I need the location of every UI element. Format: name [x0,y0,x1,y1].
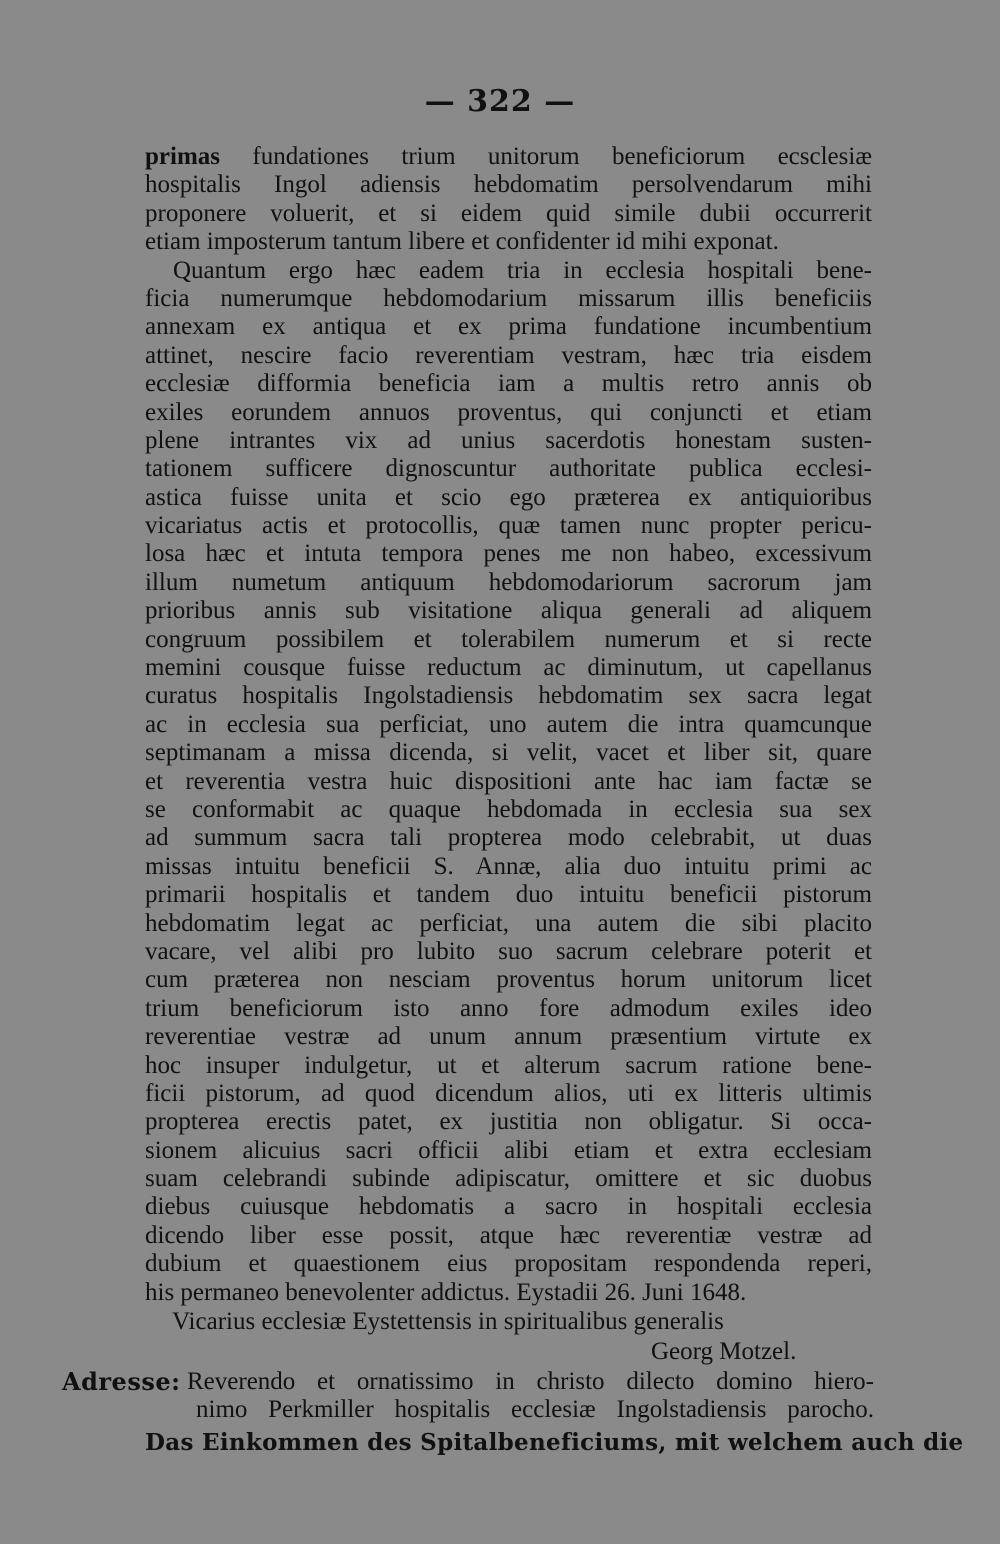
text-line: congruum possibilem et tolerabilem numerum et si recte [145,625,872,653]
text-line: attinet, nescire facio reverentiam vestram, hæc tria eisdem [145,341,872,369]
text-line: primas fundationes trium unitorum beneficiorum ecsclesiæ [145,143,872,170]
text-line: suam celebrandi subinde adipiscatur, omittere et sic duobus [145,1165,872,1193]
text-line: proponere voluerit, et si eidem quid simile dubii occurrerit [145,199,872,227]
text-line: primarii hospitalis et tandem duo intuitu beneficii pistorum [145,881,872,909]
text-line: Quantum ergo hæc eadem tria in ecclesia hospitali bene- [173,256,872,284]
text-line: diebus cuiusque hebdomatis a sacro in hospitali ecclesia [145,1193,872,1221]
text-line: ficia numerumque hebdomodarium missarum illis beneficiis [145,284,872,312]
page-number: — 322 — [424,84,576,119]
text-line: dicendo liber esse possit, atque hæc reverentiæ vestræ ad [145,1221,872,1249]
text-line: tationem sufficere dignoscuntur authoritate publica ecclesi- [145,455,872,483]
footer-heading-line: Das Einkommen des Spitalbeneficiums, mit welchem auch die [145,1429,964,1456]
text-line: ficii pistorum, ad quod dicendum alios, uti ex litteris ultimis [145,1079,872,1107]
text-line: et reverentia vestra huic dispositioni ante hac iam factæ se [145,767,872,795]
text-line: illum numetum antiquum hebdomodariorum sacrorum jam [145,568,872,596]
letter-body [145,143,872,1307]
text-line: ac in ecclesia sua perficiat, uno autem die intra quamcunque [145,710,872,738]
text-line: exiles eorundem annuos proventus, qui conjuncti et etiam [145,398,872,426]
text-line: vacare, vel alibi pro lubito suo sacrum celebrare poterit et [145,937,872,965]
text-line: trium beneficiorum isto anno fore admodum exiles ideo [145,994,872,1022]
text-line: annexam ex antiqua et ex prima fundatione incumbentium [145,313,872,341]
lead-word: primas [145,143,220,170]
text-line: propterea erectis patet, ex justitia non obligatur. Si occa- [145,1108,872,1136]
text-line: ad summum sacra tali propterea modo celebrabit, ut duas [145,824,872,852]
signature-title: Vicarius ecclesiæ Eystettensis in spiritualibus generalis [172,1308,724,1335]
text-line: curatus hospitalis Ingolstadiensis hebdomatim sex sacra legat [145,682,872,710]
text-line: etiam imposterum tantum libere et confidenter id mihi exponat. [145,228,779,256]
text-line: dubium et quaestionem eius propositam respondenda reperi, [145,1250,872,1278]
text-line: se conformabit ac quaque hebdomada in ecclesia sua sex [145,795,872,823]
address-line: Reverendo et ornatissimo in christo dilecto domino hiero- [187,1368,874,1395]
text-line: sionem alicuius sacri officii alibi etiam et extra ecclesiam [145,1136,872,1164]
text-line: plene intrantes vix ad unius sacerdotis honestam susten- [145,426,872,454]
address-label: Adresse: [62,1367,181,1396]
text-line: hebdomatim legat ac perficiat, una autem die sibi placito [145,909,872,937]
text-line: hoc insuper indulgetur, ut et alterum sacrum ratione bene- [145,1051,872,1079]
address-line: nimo Perkmiller hospitalis ecclesiæ Ingolstadiensis parocho. [196,1396,874,1424]
text-line: memini cousque fuisse reductum ac diminutum, ut capellanus [145,654,872,682]
text-line: prioribus annis sub visitatione aliqua generali ad aliquem [145,597,872,625]
text-line: losa hæc et intuta tempora penes me non habeo, excessivum [145,540,872,568]
text-line: his permaneo benevolenter addictus. Eystadii 26. Juni 1648. [145,1278,747,1306]
text-line: septimanam a missa dicenda, si velit, vacet et liber sit, quare [145,739,872,767]
text-line: hospitalis Ingol adiensis hebdomatim persolvendarum mihi [145,171,872,199]
signer-name: Georg Motzel. [651,1338,797,1365]
text-line: vicariatus actis et protocollis, quæ tamen nunc propter pericu- [145,512,872,540]
text-line: cum præterea non nesciam proventus horum unitorum licet [145,966,872,994]
text-line: astica fuisse unita et scio ego præterea ex antiquioribus [145,483,872,511]
text-line: reverentiae vestræ ad unum annum præsentium virtute ex [145,1023,872,1051]
text-line: ecclesiæ difformia beneficia iam a multis retro annis ob [145,370,872,398]
text-line: missas intuitu beneficii S. Annæ, alia duo intuitu primi ac [145,852,872,880]
